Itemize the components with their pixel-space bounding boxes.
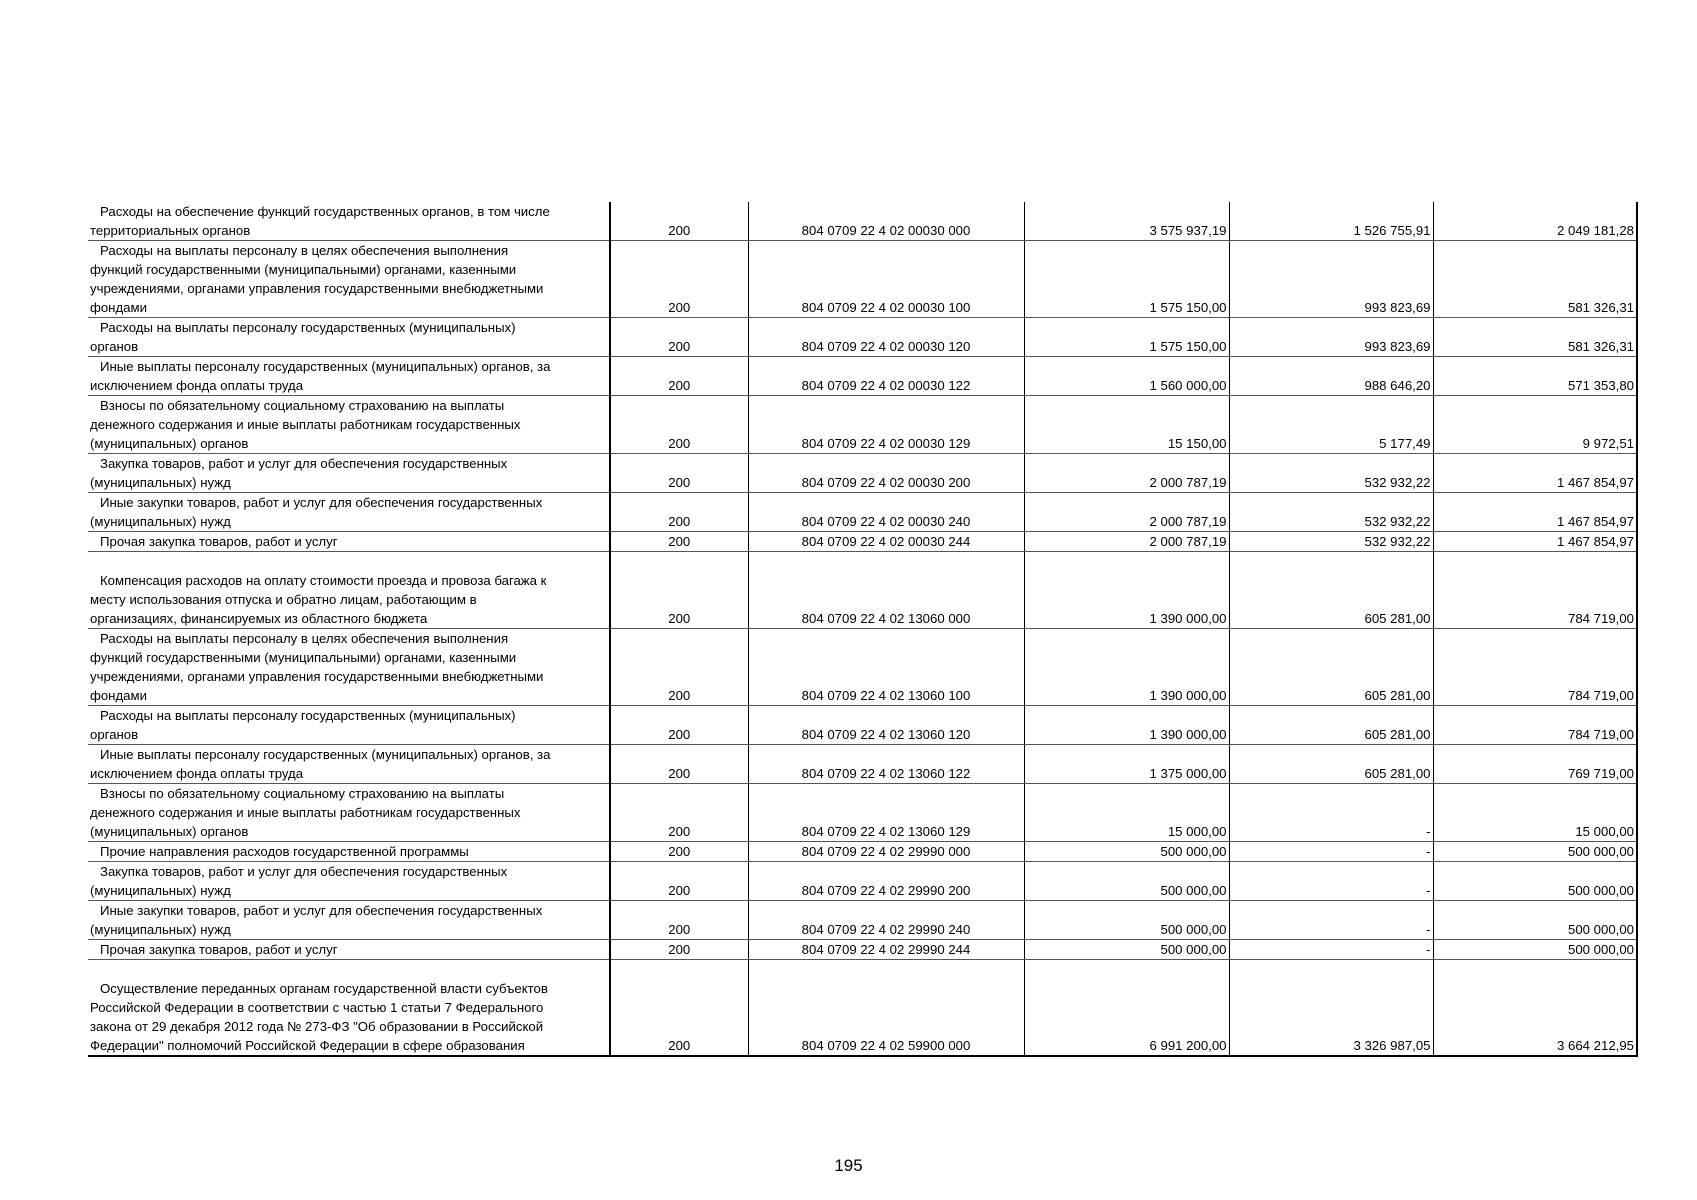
approved-amount-cell: 1 390 000,00: [1024, 629, 1229, 706]
approved-amount-cell: 1 560 000,00: [1024, 357, 1229, 396]
row-description: [88, 454, 610, 493]
executed-amount-cell: 532 932,22: [1229, 493, 1433, 532]
description-line: (муниципальных) нужд: [90, 883, 231, 898]
line-code-cell: 200: [610, 842, 748, 862]
remaining-amount-cell: 769 719,00: [1433, 745, 1637, 784]
table-row: [88, 396, 1637, 454]
approved-amount-cell: 1 390 000,00: [1024, 706, 1229, 745]
description-line: месту использования отпуска и обратно лицам, работающим в: [90, 592, 477, 607]
table-row: [88, 241, 1637, 318]
classification-code-cell: 804 0709 22 4 02 13060 129: [748, 784, 1024, 842]
executed-amount-cell: 605 281,00: [1229, 706, 1433, 745]
description-line: функций государственными (муниципальными) органами, казенными: [90, 650, 517, 665]
line-code-cell: 200: [610, 901, 748, 940]
table-row: [88, 454, 1637, 493]
remaining-amount-cell: 784 719,00: [1433, 552, 1637, 629]
description-line: закона от 29 декабря 2012 года № 273-ФЗ "Об образовании в Российской: [90, 1019, 544, 1034]
table-row: [88, 706, 1637, 745]
table-row: [88, 745, 1637, 784]
classification-code-cell: 804 0709 22 4 02 29990 000: [748, 842, 1024, 862]
description-line: (муниципальных) органов: [90, 824, 249, 839]
row-description: [88, 532, 610, 552]
description-line: Компенсация расходов на оплату стоимости проезда и провоза багажа к: [100, 573, 547, 588]
description-line: Иные выплаты персоналу государственных (муниципальных) органов, за: [100, 359, 551, 374]
description-line: Осуществление переданных органам государственной власти субъектов: [100, 981, 548, 996]
description-line: (муниципальных) нужд: [90, 922, 231, 937]
table-row: [88, 493, 1637, 532]
table-row: [88, 960, 1637, 1057]
table-row: [88, 842, 1637, 862]
line-code-cell: 200: [610, 706, 748, 745]
remaining-amount-cell: 571 353,80: [1433, 357, 1637, 396]
description-line: учреждениями, органами управления государственными внебюджетными: [90, 281, 544, 296]
row-description: [88, 960, 610, 1057]
description-line: исключением фонда оплаты труда: [90, 766, 304, 781]
classification-code-cell: 804 0709 22 4 02 59900 000: [748, 960, 1024, 1057]
description-line: Расходы на выплаты персоналу государственных (муниципальных): [100, 708, 516, 723]
description-line: Расходы на выплаты персоналу в целях обеспечения выполнения: [100, 631, 509, 646]
classification-code-cell: 804 0709 22 4 02 13060 120: [748, 706, 1024, 745]
classification-code-cell: 804 0709 22 4 02 00030 000: [748, 202, 1024, 241]
approved-amount-cell: 1 575 150,00: [1024, 318, 1229, 357]
executed-amount-cell: -: [1229, 940, 1433, 960]
description-line: Иные закупки товаров, работ и услуг для обеспечения государственных: [100, 903, 543, 918]
line-code-cell: 200: [610, 396, 748, 454]
approved-amount-cell: 3 575 937,19: [1024, 202, 1229, 241]
executed-amount-cell: -: [1229, 842, 1433, 862]
remaining-amount-cell: 500 000,00: [1433, 842, 1637, 862]
remaining-amount-cell: 3 664 212,95: [1433, 960, 1637, 1057]
approved-amount-cell: 1 575 150,00: [1024, 241, 1229, 318]
row-description: [88, 396, 610, 454]
description-line: функций государственными (муниципальными) органами, казенными: [90, 262, 517, 277]
remaining-amount-cell: 2 049 181,28: [1433, 202, 1637, 241]
description-line: организациях, финансируемых из областного бюджета: [90, 611, 428, 626]
table-row: [88, 901, 1637, 940]
line-code-cell: 200: [610, 629, 748, 706]
remaining-amount-cell: 1 467 854,97: [1433, 532, 1637, 552]
classification-code-cell: 804 0709 22 4 02 29990 240: [748, 901, 1024, 940]
description-line: денежного содержания и иные выплаты работникам государственных: [90, 805, 521, 820]
description-line: учреждениями, органами управления государственными внебюджетными: [90, 669, 544, 684]
description-line: Прочая закупка товаров, работ и услуг: [100, 534, 338, 549]
row-description: [88, 862, 610, 901]
remaining-amount-cell: 1 467 854,97: [1433, 493, 1637, 532]
executed-amount-cell: -: [1229, 901, 1433, 940]
executed-amount-cell: 532 932,22: [1229, 454, 1433, 493]
classification-code-cell: 804 0709 22 4 02 00030 129: [748, 396, 1024, 454]
description-line: Взносы по обязательному социальному страхованию на выплаты: [100, 786, 505, 801]
line-code-cell: 200: [610, 862, 748, 901]
executed-amount-cell: 5 177,49: [1229, 396, 1433, 454]
description-line: Прочая закупка товаров, работ и услуг: [100, 942, 338, 957]
line-code-cell: 200: [610, 960, 748, 1057]
row-description: [88, 202, 610, 241]
remaining-amount-cell: 500 000,00: [1433, 940, 1637, 960]
description-line: Закупка товаров, работ и услуг для обеспечения государственных: [100, 456, 508, 471]
spacer-line: [90, 552, 607, 571]
classification-code-cell: 804 0709 22 4 02 00030 100: [748, 241, 1024, 318]
row-description: [88, 842, 610, 862]
description-line: фондами: [90, 688, 147, 703]
remaining-amount-cell: 581 326,31: [1433, 318, 1637, 357]
line-code-cell: 200: [610, 532, 748, 552]
remaining-amount-cell: 784 719,00: [1433, 706, 1637, 745]
table-row: [88, 862, 1637, 901]
classification-code-cell: 804 0709 22 4 02 00030 200: [748, 454, 1024, 493]
description-line: фондами: [90, 300, 147, 315]
approved-amount-cell: 15 150,00: [1024, 396, 1229, 454]
executed-amount-cell: 993 823,69: [1229, 241, 1433, 318]
classification-code-cell: 804 0709 22 4 02 13060 122: [748, 745, 1024, 784]
classification-code-cell: 804 0709 22 4 02 13060 100: [748, 629, 1024, 706]
remaining-amount-cell: 9 972,51: [1433, 396, 1637, 454]
description-line: Прочие направления расходов государственной программы: [100, 844, 469, 859]
approved-amount-cell: 2 000 787,19: [1024, 532, 1229, 552]
table-row: [88, 532, 1637, 552]
table-row: [88, 629, 1637, 706]
description-line: Российской Федерации в соответствии с частью 1 статьи 7 Федерального: [90, 1000, 544, 1015]
classification-code-cell: 804 0709 22 4 02 00030 122: [748, 357, 1024, 396]
description-line: органов: [90, 339, 139, 354]
approved-amount-cell: 2 000 787,19: [1024, 454, 1229, 493]
approved-amount-cell: 1 375 000,00: [1024, 745, 1229, 784]
line-code-cell: 200: [610, 493, 748, 532]
executed-amount-cell: 532 932,22: [1229, 532, 1433, 552]
executed-amount-cell: -: [1229, 784, 1433, 842]
remaining-amount-cell: 500 000,00: [1433, 901, 1637, 940]
line-code-cell: 200: [610, 552, 748, 629]
table-row: [88, 784, 1637, 842]
description-line: денежного содержания и иные выплаты работникам государственных: [90, 417, 521, 432]
table-row: [88, 318, 1637, 357]
description-line: (муниципальных) органов: [90, 436, 249, 451]
page-number: 195: [834, 1156, 863, 1175]
executed-amount-cell: 3 326 987,05: [1229, 960, 1433, 1057]
remaining-amount-cell: 15 000,00: [1433, 784, 1637, 842]
row-description: [88, 706, 610, 745]
approved-amount-cell: 500 000,00: [1024, 842, 1229, 862]
line-code-cell: 200: [610, 241, 748, 318]
executed-amount-cell: 993 823,69: [1229, 318, 1433, 357]
row-description: [88, 357, 610, 396]
classification-code-cell: 804 0709 22 4 02 13060 000: [748, 552, 1024, 629]
row-description: [88, 629, 610, 706]
approved-amount-cell: 1 390 000,00: [1024, 552, 1229, 629]
row-description: [88, 745, 610, 784]
line-code-cell: 200: [610, 784, 748, 842]
line-code-cell: 200: [610, 357, 748, 396]
line-code-cell: 200: [610, 745, 748, 784]
approved-amount-cell: 500 000,00: [1024, 901, 1229, 940]
description-line: исключением фонда оплаты труда: [90, 378, 304, 393]
description-line: (муниципальных) нужд: [90, 514, 231, 529]
table-row: [88, 940, 1637, 960]
budget-execution-table: [88, 202, 1638, 1057]
table-row: [88, 552, 1637, 629]
description-line: Расходы на обеспечение функций государственных органов, в том числе: [100, 204, 550, 219]
line-code-cell: 200: [610, 940, 748, 960]
executed-amount-cell: 605 281,00: [1229, 745, 1433, 784]
line-code-cell: 200: [610, 202, 748, 241]
row-description: [88, 493, 610, 532]
row-description: [88, 940, 610, 960]
description-line: (муниципальных) нужд: [90, 475, 231, 490]
description-line: Иные выплаты персоналу государственных (муниципальных) органов, за: [100, 747, 551, 762]
remaining-amount-cell: 1 467 854,97: [1433, 454, 1637, 493]
executed-amount-cell: -: [1229, 862, 1433, 901]
row-description: [88, 784, 610, 842]
line-code-cell: 200: [610, 454, 748, 493]
description-line: Расходы на выплаты персоналу в целях обеспечения выполнения: [100, 243, 509, 258]
spacer-line: [90, 960, 607, 979]
approved-amount-cell: 2 000 787,19: [1024, 493, 1229, 532]
classification-code-cell: 804 0709 22 4 02 29990 200: [748, 862, 1024, 901]
approved-amount-cell: 6 991 200,00: [1024, 960, 1229, 1057]
description-line: Расходы на выплаты персоналу государственных (муниципальных): [100, 320, 516, 335]
executed-amount-cell: 988 646,20: [1229, 357, 1433, 396]
row-description: [88, 241, 610, 318]
table-row: [88, 357, 1637, 396]
description-line: органов: [90, 727, 139, 742]
classification-code-cell: 804 0709 22 4 02 00030 240: [748, 493, 1024, 532]
remaining-amount-cell: 581 326,31: [1433, 241, 1637, 318]
description-line: Закупка товаров, работ и услуг для обеспечения государственных: [100, 864, 508, 879]
executed-amount-cell: 605 281,00: [1229, 629, 1433, 706]
description-line: территориальных органов: [90, 223, 251, 238]
description-line: Федерации" полномочий Российской Федерации в сфере образования: [90, 1038, 525, 1053]
table-body: [88, 202, 1637, 1056]
executed-amount-cell: 605 281,00: [1229, 552, 1433, 629]
approved-amount-cell: 500 000,00: [1024, 940, 1229, 960]
description-line: Взносы по обязательному социальному страхованию на выплаты: [100, 398, 505, 413]
classification-code-cell: 804 0709 22 4 02 00030 244: [748, 532, 1024, 552]
approved-amount-cell: 500 000,00: [1024, 862, 1229, 901]
remaining-amount-cell: 784 719,00: [1433, 629, 1637, 706]
row-description: [88, 552, 610, 629]
table-row: [88, 202, 1637, 241]
row-description: [88, 901, 610, 940]
description-line: Иные закупки товаров, работ и услуг для обеспечения государственных: [100, 495, 543, 510]
approved-amount-cell: 15 000,00: [1024, 784, 1229, 842]
line-code-cell: 200: [610, 318, 748, 357]
classification-code-cell: 804 0709 22 4 02 29990 244: [748, 940, 1024, 960]
remaining-amount-cell: 500 000,00: [1433, 862, 1637, 901]
row-description: [88, 318, 610, 357]
executed-amount-cell: 1 526 755,91: [1229, 202, 1433, 241]
classification-code-cell: 804 0709 22 4 02 00030 120: [748, 318, 1024, 357]
